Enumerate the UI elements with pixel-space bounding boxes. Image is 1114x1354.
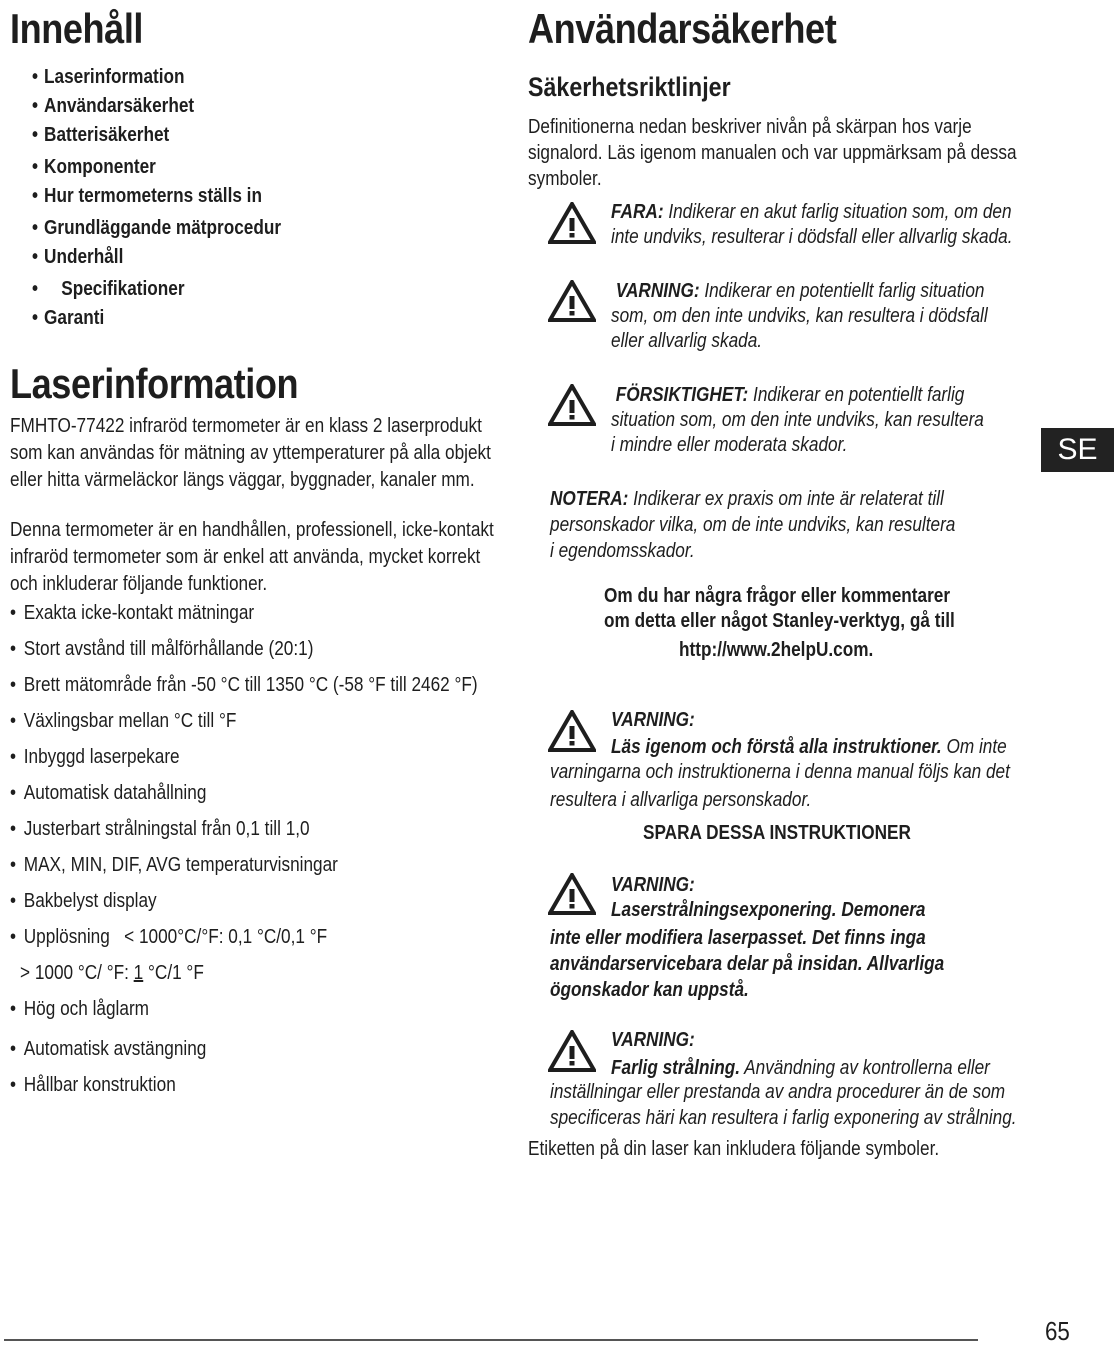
list-item: • Upplösning < 1000°C/°F: 0,1 °C/0,1 °F [10,926,328,948]
laser-intro-paragraph: FMHTO-77422 infraröd termometer är en klass 2 laserprodukt som kan användas för mätning av yttemperaturer på alla objekt eller hitta värmeläckor längs väggar, byggnader, kanaler mm. [10,415,491,491]
save-instructions-heading: SPARA DESSA INSTRUKTIONER [643,822,911,844]
list-item: • MAX, MIN, DIF, AVG temperaturvisningar [10,854,338,876]
list-item: • Bakbelyst display [10,890,157,912]
warning-notice: VARNING: Indikerar en potentiellt farlig situation som, om den inte undviks, kan resultera i dödsfall eller allvarlig skada. [611,280,988,352]
contact-text-line: om detta eller något Stanley-verktyg, gå till [604,610,955,632]
warning-label: VARNING: [611,1029,695,1051]
danger-notice: FARA: Indikerar en akut farlig situation som, om den inte undviks, resulterar i dödsfall eller allvarlig skada. [611,201,1013,248]
page-number: 65 [1045,1316,1070,1346]
radiation-warning-body: inställningar eller prestanda av andra procedurer än de som specificeras häri kan resultera i farlig exponering av strålning. [550,1081,1017,1129]
note-notice: NOTERA: Indikerar ex praxis om inte är relaterat till personskador vilka, om de inte undviks, kan resultera i egendomsskador. [550,488,956,562]
footer-divider [4,1339,978,1341]
laser-info-title: Laserinformation [10,360,299,407]
laser-exposure-warning-body: inte eller modifiera laserpasset. Det finns inga användarservicebara delar på insidan. Allvarliga ögonskador kan uppstå. [550,927,945,1001]
list-item: • Stort avstånd till målförhållande (20:1) [10,638,314,660]
warning-triangle-icon [548,280,596,322]
user-safety-title: Användarsäkerhet [528,5,837,52]
warning-instructions-body: varningarna och instruktionerna i denna manual följs kan det resultera i allvarliga personskador. [550,761,1010,811]
list-item: • Inbyggd laserpekare [10,746,180,768]
laser-exposure-warning: Laserstrålningsexponering. Demonera [611,899,926,921]
warning-triangle-icon [548,873,596,915]
language-tab: SE [1041,428,1114,472]
laser-description-paragraph: Denna termometer är en handhållen, professionell, icke-kontakt infraröd termometer som är enkel att använda, mycket korrekt och inkluderar följande funktioner. [10,519,494,595]
list-item: • Justerbart strålningstal från 0,1 till 1,0 [10,818,310,840]
toc-item[interactable]: • Användarsäkerhet [32,95,195,117]
warning-label: VARNING: [611,874,695,896]
warning-triangle-icon [548,384,596,426]
list-item: • Hållbar konstruktion [10,1074,176,1096]
safety-intro-paragraph: Definitionerna nedan beskriver nivån på skärpan hos varje signalord. Läs igenom manualen och var uppmärksam på dessa symboler. [528,116,1017,190]
list-item: • Hög och låglarm [10,998,149,1020]
warning-triangle-icon [548,202,596,244]
toc-item[interactable]: • Laserinformation [32,66,185,88]
contact-text-line: Om du har några frågor eller kommentarer [604,585,951,607]
toc-item[interactable]: • Hur termometerns ställs in [32,185,262,207]
warning-triangle-icon [548,710,596,752]
list-item: • Brett mätområde från -50 °C till 1350 °C (-58 °F till 2462 °F) [10,674,478,696]
list-item: • Automatisk avstängning [10,1038,207,1060]
list-item: • Växlingsbar mellan °C till °F [10,710,237,732]
support-link[interactable]: http://www.2helpU.com. [679,639,874,661]
warning-instructions-line: Läs igenom och förstå alla instruktioner. Om inte [611,736,1007,758]
radiation-warning-line: Farlig strålning. Användning av kontrollerna eller [611,1057,990,1079]
toc-item[interactable]: • Underhåll [32,246,124,268]
toc-title: Innehåll [10,5,144,52]
toc-item[interactable]: • Specifikationer [32,278,185,300]
list-item: • Exakta icke-kontakt mätningar [10,602,255,624]
safety-guidelines-subtitle: Säkerhetsriktlinjer [528,72,731,102]
toc-item[interactable]: • Batterisäkerhet [32,124,170,146]
caution-notice: FÖRSIKTIGHET: Indikerar en potentiellt farlig situation som, om den inte undviks, kan resultera i mindre eller moderata skador. [611,384,984,456]
list-item: • Automatisk datahållning [10,782,207,804]
toc-item[interactable]: • Garanti [32,307,105,329]
list-item-continuation: > 1000 °C/ °F: 1 °C/1 °F [20,962,204,984]
warning-triangle-icon [548,1030,596,1072]
warning-label: VARNING: [611,709,695,731]
toc-item[interactable]: • Grundläggande mätprocedur [32,217,282,239]
label-symbols-text: Etiketten på din laser kan inkludera följande symboler. [528,1138,940,1160]
toc-item[interactable]: • Komponenter [32,156,156,178]
